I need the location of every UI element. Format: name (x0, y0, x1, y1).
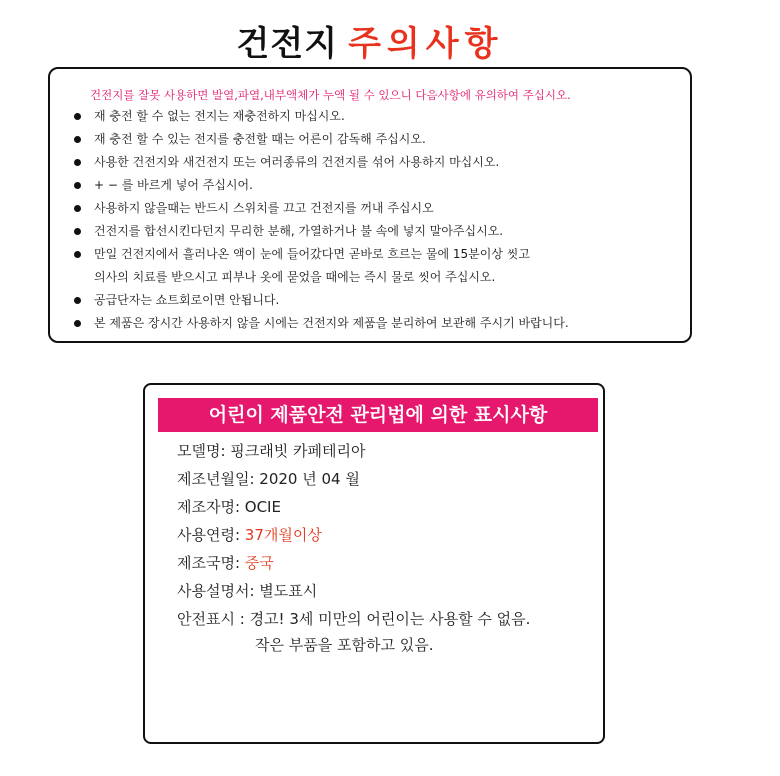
safety-row (177, 609, 597, 655)
page-title (0, 16, 740, 65)
warning-item-text: 사용한 건전지와 새건전지 또는 여러종류의 건전지를 섞어 사용하지 마십시오. (94, 155, 500, 169)
safety-line2: 작은 부품을 포함하고 있음. (255, 636, 434, 654)
battery-warning-box (48, 67, 692, 343)
warning-item-text-line2: 의사의 치료를 받으시고 피부나 옷에 묻었을 때에는 즉시 물로 씻어 주십시오. (94, 270, 496, 284)
bullet-icon (74, 228, 81, 235)
bullet-icon (74, 182, 81, 189)
title-highlight: 주의사항 (348, 24, 504, 64)
warning-item (72, 132, 682, 147)
safety-label: 안전표시 : (177, 610, 250, 628)
warning-item (72, 293, 682, 308)
safety-line1: 경고! 3세 미만의 어린이는 사용할 수 없음. (249, 610, 531, 628)
label-rows (177, 441, 597, 655)
date-row: 제조년월일: 2020 년 04 월 (177, 470, 360, 488)
warning-item-text: 건전지를 합선시킨다던지 무리한 분해, 가열하거나 불 속에 넣지 말아주십시오. (94, 224, 504, 238)
country-row (177, 553, 597, 581)
warning-item-text: 재 충전 할 수 없는 전지는 재충전하지 마십시오. (94, 109, 345, 123)
safety-label-box (143, 383, 605, 744)
warning-list (72, 109, 682, 339)
country-label: 제조국명: (177, 554, 245, 572)
warning-item (72, 201, 682, 216)
bullet-icon (74, 297, 81, 304)
manual-row: 사용설명서: 별도표시 (177, 582, 318, 600)
warning-item (72, 224, 682, 239)
warning-item-text: 본 제품은 장시간 사용하지 않을 시에는 건전지와 제품을 분리하여 보관해 주시기 바랍니다. (94, 316, 569, 330)
warning-item-text: + − 를 바르게 넣어 주십시어. (94, 178, 253, 192)
bullet-icon (74, 159, 81, 166)
maker-row: 제조자명: OCIE (177, 498, 281, 516)
warning-item (72, 247, 682, 285)
title-main: 건전지 (236, 24, 339, 64)
warning-item-text: 사용하지 않을때는 반드시 스위치를 끄고 건전지를 꺼내 주십시오 (94, 201, 434, 215)
label-banner: 어린이 제품안전 관리법에 의한 표시사항 (158, 398, 598, 432)
bullet-icon (74, 136, 81, 143)
bullet-icon (74, 205, 81, 212)
model-row: 모델명: 핑크래빗 카페테리아 (177, 442, 366, 460)
warning-item-text: 만일 건전지에서 흘러나온 액이 눈에 들어갔다면 곧바로 흐르는 물에 15분이상 씻고 (94, 247, 530, 261)
warning-item (72, 155, 682, 170)
age-label: 사용연령: (177, 526, 245, 544)
warning-item (72, 109, 682, 124)
warning-item-text: 재 충전 할 수 있는 전지를 충전할 때는 어른이 감독해 주십시오. (94, 132, 426, 146)
bullet-icon (74, 320, 81, 327)
age-row (177, 525, 597, 553)
bullet-icon (74, 113, 81, 120)
bullet-icon (74, 251, 81, 258)
warning-item-text: 공급단자는 쇼트회로이면 안됩니다. (94, 293, 280, 307)
warning-item (72, 316, 682, 331)
country-value: 중국 (244, 554, 274, 572)
warning-item (72, 178, 682, 193)
warning-intro: 건전지를 잘못 사용하면 발열,파열,내부액체가 누액 될 수 있으니 다음사항에 유의하여 주십시오. (90, 88, 571, 102)
age-value: 37개월이상 (244, 526, 322, 544)
